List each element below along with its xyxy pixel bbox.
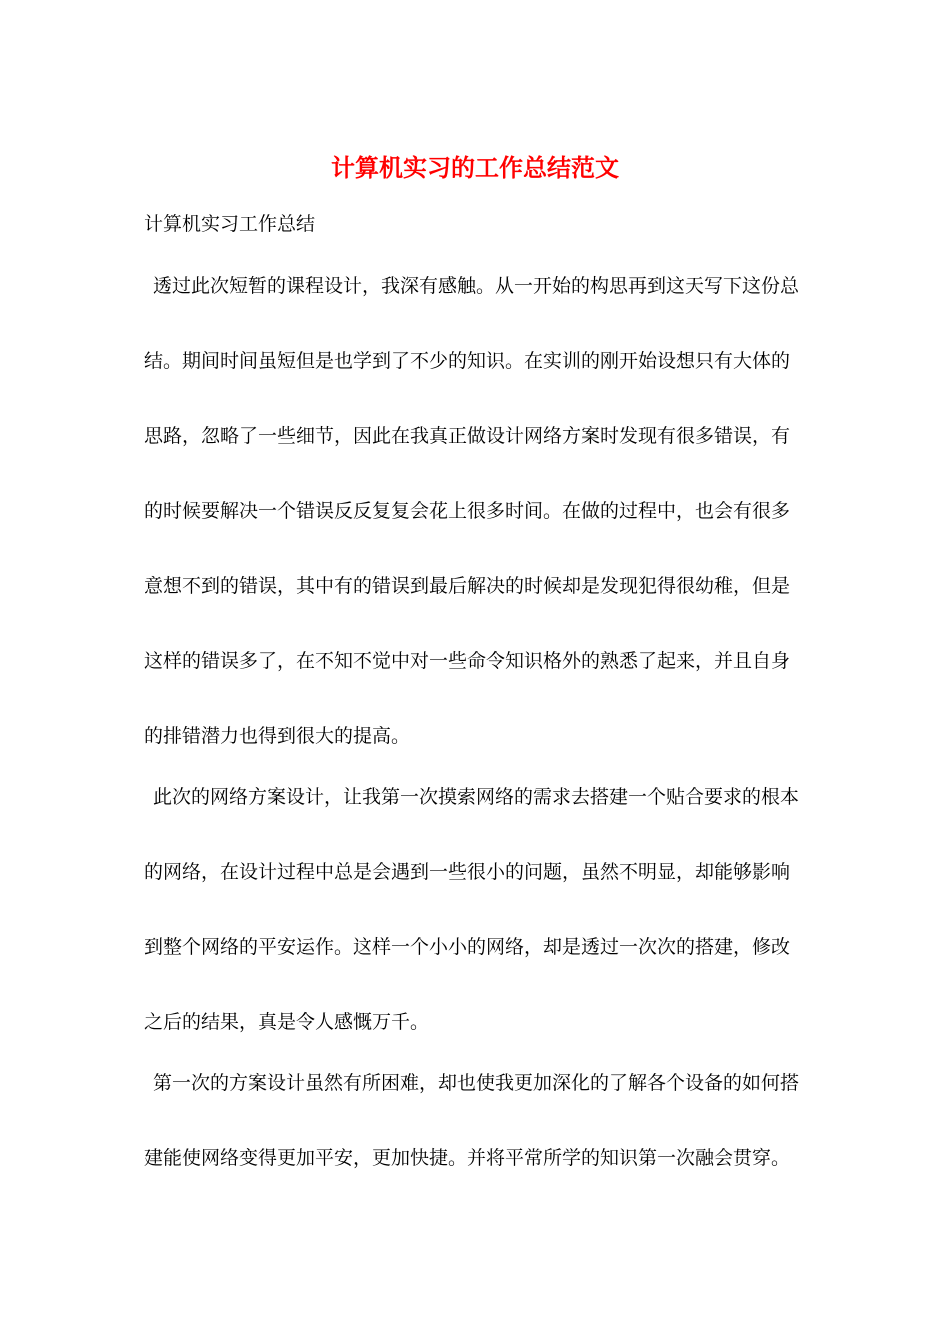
paragraph-line: 到整个网络的平安运作。这样一个小小的网络，却是透过一次次的搭建，修改: [144, 936, 791, 958]
paragraph-line: 意想不到的错误，其中有的错误到最后解决的时候却是发现犯得很幼稚，但是: [144, 575, 791, 597]
document-title: 计算机实习的工作总结范文: [331, 153, 619, 182]
paragraph-line: 之后的结果，真是令人感慨万千。: [144, 1011, 430, 1033]
paragraph-line: 的网络，在设计过程中总是会遇到一些很小的问题，虽然不明显，却能够影响: [144, 861, 791, 883]
paragraph-line: 建能使网络变得更加平安，更加快捷。并将平常所学的知识第一次融会贯穿。: [144, 1147, 791, 1169]
paragraph-1: [144, 272, 814, 750]
paragraph-2: [144, 783, 814, 1036]
paragraph-line: 结。期间时间虽短但是也学到了不少的知识。在实训的刚开始设想只有大体的: [144, 350, 791, 372]
paragraph-line: 思路，忽略了一些细节，因此在我真正做设计网络方案时发现有很多错误，有: [144, 425, 791, 447]
paragraph-line: 这样的错误多了，在不知不觉中对一些命令知识格外的熟悉了起来，并且自身: [144, 650, 791, 672]
document-subtitle: 计算机实习工作总结: [144, 213, 316, 235]
paragraph-line: 第一次的方案设计虽然有所困难，却也使我更加深化的了解各个设备的如何搭: [153, 1072, 800, 1094]
paragraph-line: 此次的网络方案设计，让我第一次摸索网络的需求去搭建一个贴合要求的根本: [153, 786, 800, 808]
paragraph-3: [144, 1069, 814, 1172]
paragraph-line: 的时候要解决一个错误反反复复会花上很多时间。在做的过程中，也会有很多: [144, 500, 791, 522]
paragraph-line: 透过此次短暂的课程设计，我深有感触。从一开始的构思再到这天写下这份总: [153, 275, 800, 297]
paragraph-line: 的排错潜力也得到很大的提高。: [144, 725, 411, 747]
